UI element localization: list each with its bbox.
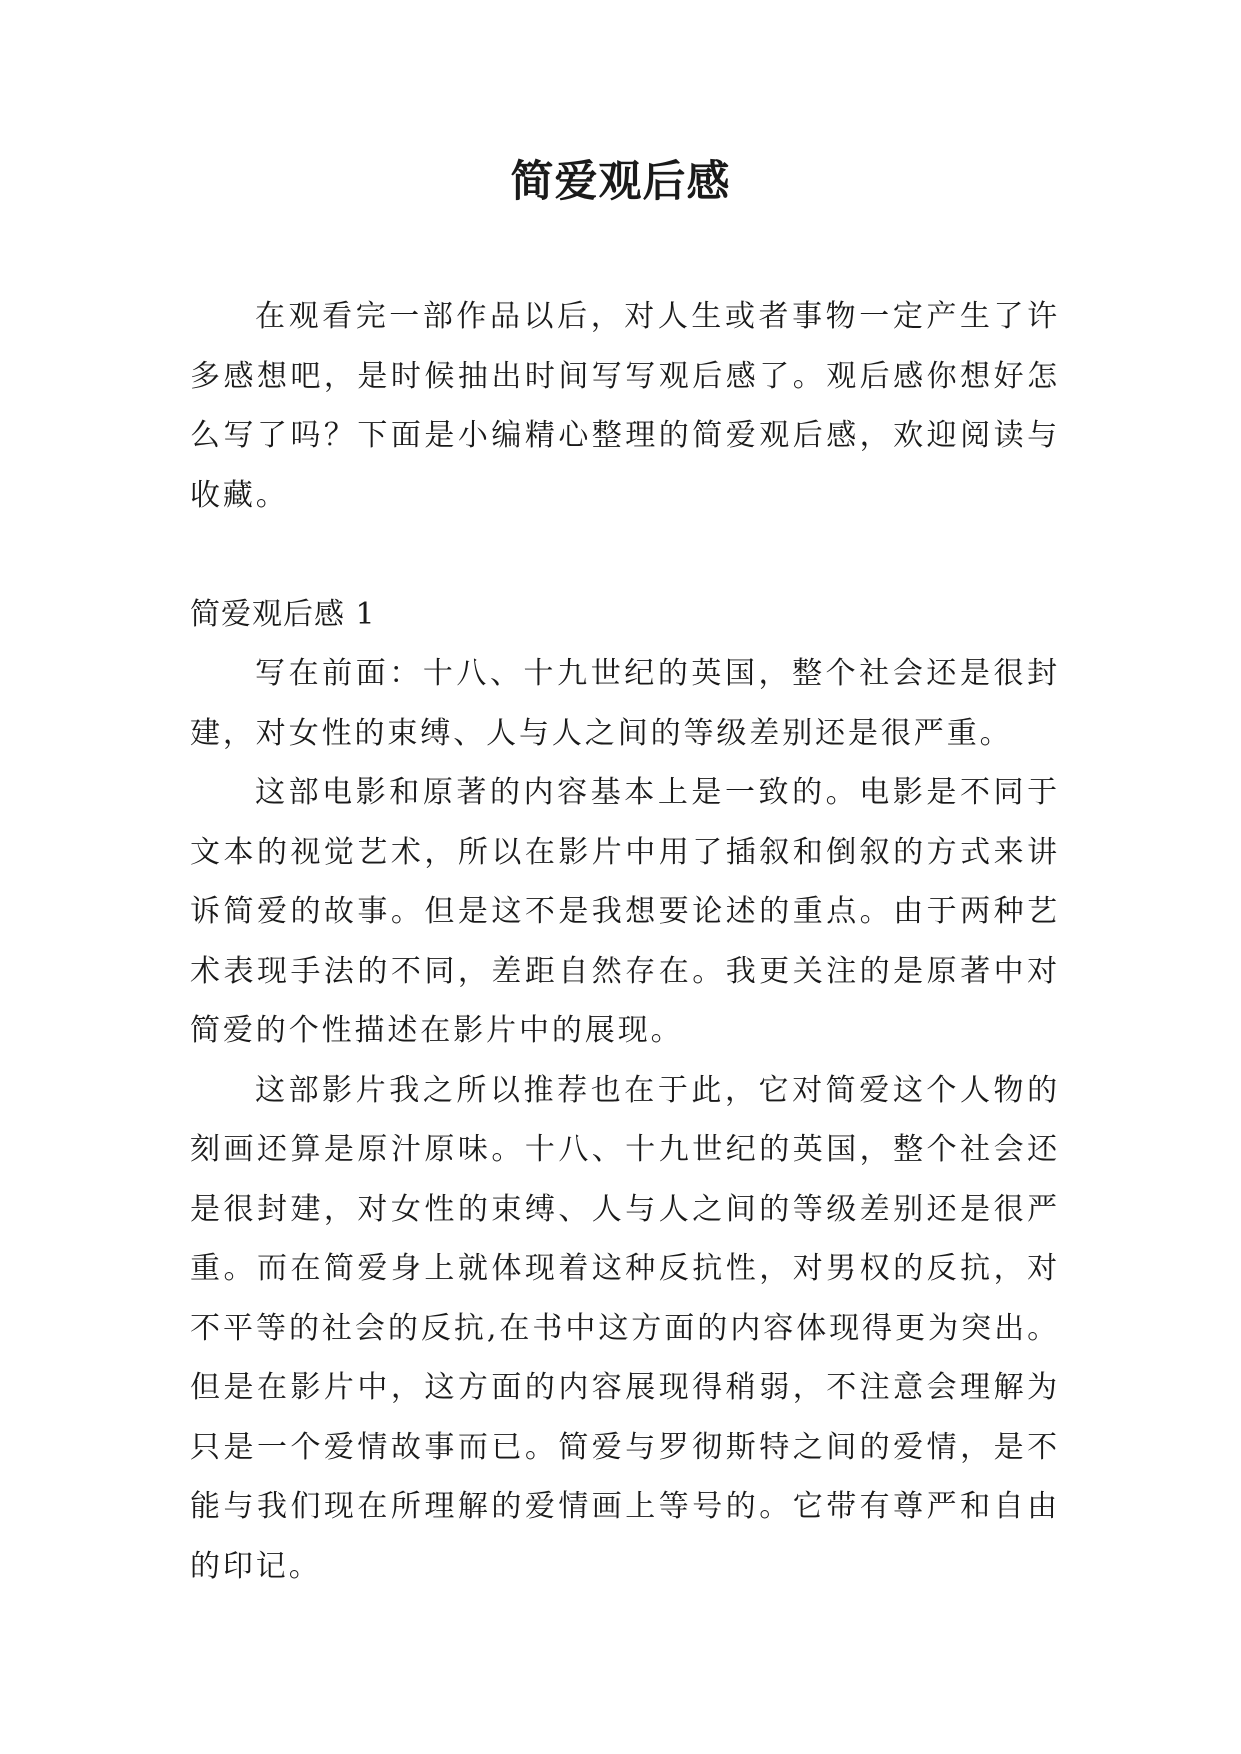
body-paragraph-2: 这部电影和原著的内容基本上是一致的。电影是不同于文本的视觉艺术，所以在影片中用了插叙和倒叙的方式来讲诉简爱的故事。但是这不是我想要论述的重点。由于两种艺术表现手法的不同，差距自然存在。我更关注的是原著中对简爱的个性描述在影片中的展现。 [190,775,1060,1048]
paragraph-spacer [190,525,1060,585]
intro-paragraph: 在观看完一部作品以后，对人生或者事物一定产生了许多感想吧，是时候抽出时间写写观后感了。观后感你想好怎么写了吗？下面是小编精心整理的简爱观后感，欢迎阅读与收藏。 [190,299,1060,513]
document-body [190,287,1060,1596]
body-paragraph-1: 写在前面：十八、十九世纪的英国，整个社会还是很封建，对女性的束缚、人与人之间的等级差别还是很严重。 [190,656,1060,751]
section-heading: 简爱观后感 1 [190,596,376,632]
body-paragraph-3: 这部影片我之所以推荐也在于此，它对简爱这个人物的刻画还算是原汁原味。十八、十九世纪的英国，整个社会还是很封建，对女性的束缚、人与人之间的等级差别还是很严重。而在简爱身上就体现着这种反抗性，对男权的反抗，对不平等的社会的反抗,在书中这方面的内容体现得更为突出。但是在影片中，这方面的内容展现得稍弱，不注意会理解为只是一个爱情故事而已。简爱与罗彻斯特之间的爱情，是不能与我们现在所理解的爱情画上等号的。它带有尊严和自由的印记。 [190,1072,1060,1584]
document-title: 简爱观后感 [510,157,731,207]
